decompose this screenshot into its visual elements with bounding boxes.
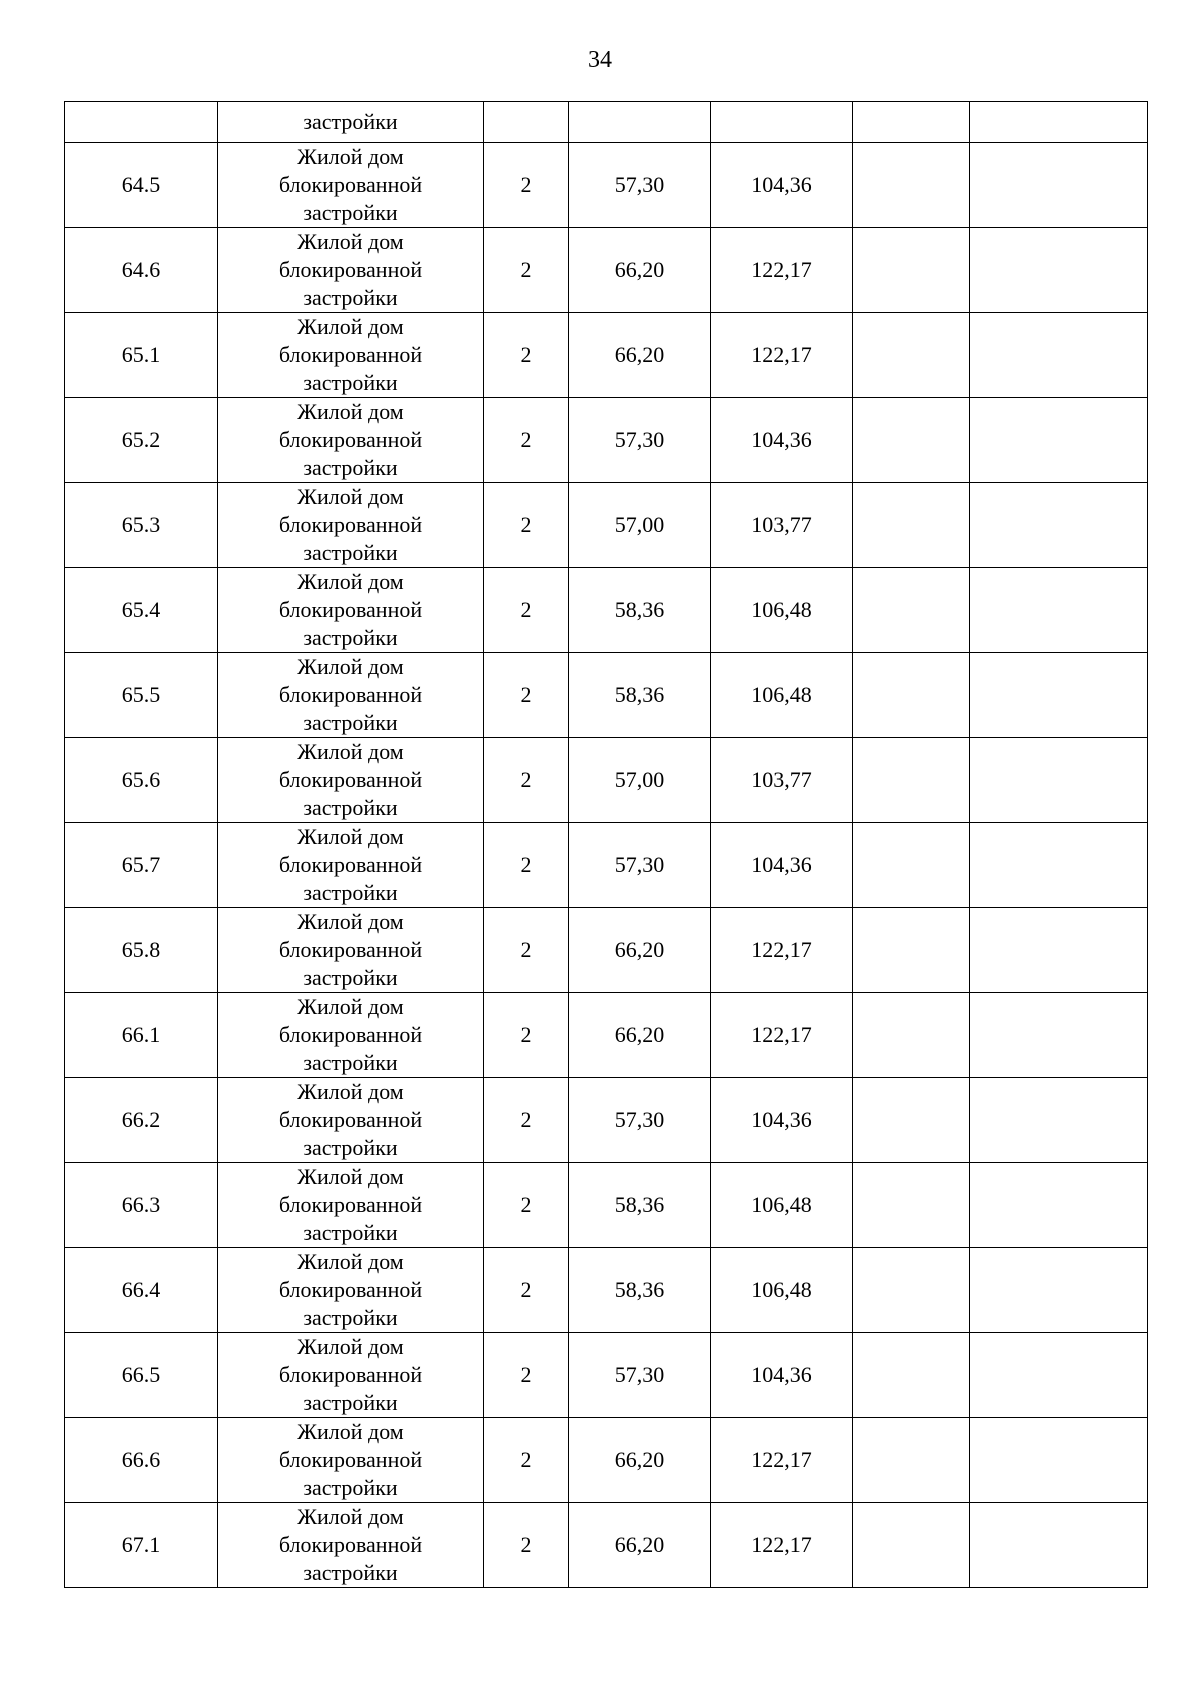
table-row bbox=[65, 1503, 1148, 1588]
cell-name-line: блокированной bbox=[278, 682, 423, 707]
cell-name-line: Жилой дом bbox=[297, 569, 404, 594]
cell-area-2: 122,17 bbox=[711, 228, 853, 313]
cell-number: 64.6 bbox=[65, 228, 218, 313]
cell-area-1: 66,20 bbox=[569, 313, 711, 398]
cell-empty-1 bbox=[853, 1418, 970, 1503]
cell-name-line: блокированной bbox=[278, 1362, 423, 1387]
cell-name-line: Жилой дом bbox=[297, 144, 404, 169]
cell-area-1: 57,00 bbox=[569, 738, 711, 823]
cell-empty-1 bbox=[853, 568, 970, 653]
cell-name bbox=[218, 738, 484, 823]
cell-name-line: блокированной bbox=[278, 1532, 423, 1557]
cell-area-2: 103,77 bbox=[711, 483, 853, 568]
cell-area-2: 106,48 bbox=[711, 1248, 853, 1333]
cell-empty-2 bbox=[970, 908, 1148, 993]
cell-name-line: Жилой дом bbox=[297, 1334, 404, 1359]
cell-number: 66.1 bbox=[65, 993, 218, 1078]
cell-name-line: блокированной bbox=[278, 172, 423, 197]
cell-name-line: Жилой дом bbox=[297, 399, 404, 424]
cell-name-line: Жилой дом bbox=[297, 909, 404, 934]
cell-empty-2 bbox=[970, 1418, 1148, 1503]
cell-floors: 2 bbox=[484, 313, 569, 398]
cell-name: застройки bbox=[218, 102, 484, 143]
cell-name-line: блокированной bbox=[278, 1022, 423, 1047]
cell-floors: 2 bbox=[484, 1248, 569, 1333]
cell-number: 66.3 bbox=[65, 1163, 218, 1248]
cell-empty-1 bbox=[853, 1248, 970, 1333]
cell-number: 65.4 bbox=[65, 568, 218, 653]
cell-empty-2 bbox=[970, 993, 1148, 1078]
cell-empty-1 bbox=[853, 228, 970, 313]
cell-name bbox=[218, 143, 484, 228]
cell-name-line: Жилой дом bbox=[297, 1079, 404, 1104]
cell-area-2: 122,17 bbox=[711, 1418, 853, 1503]
cell-name bbox=[218, 568, 484, 653]
cell-name-line: застройки bbox=[303, 625, 398, 650]
cell-name-line: Жилой дом bbox=[297, 484, 404, 509]
cell-name-line: блокированной bbox=[278, 1107, 423, 1132]
cell-number: 66.2 bbox=[65, 1078, 218, 1163]
cell-name-line: Жилой дом bbox=[297, 654, 404, 679]
cell-number: 67.1 bbox=[65, 1503, 218, 1588]
cell-number: 65.5 bbox=[65, 653, 218, 738]
cell-area-1: 66,20 bbox=[569, 1503, 711, 1588]
cell-empty-1 bbox=[853, 313, 970, 398]
cell-name bbox=[218, 483, 484, 568]
cell-area-1: 66,20 bbox=[569, 908, 711, 993]
cell-floors: 2 bbox=[484, 568, 569, 653]
cell-floors: 2 bbox=[484, 823, 569, 908]
cell-area-1 bbox=[569, 102, 711, 143]
cell-name-line: Жилой дом bbox=[297, 1504, 404, 1529]
cell-name-line: блокированной bbox=[278, 852, 423, 877]
table-row bbox=[65, 568, 1148, 653]
cell-area-1: 66,20 bbox=[569, 993, 711, 1078]
cell-empty-1 bbox=[853, 1503, 970, 1588]
cell-name-line: Жилой дом bbox=[297, 824, 404, 849]
cell-floors: 2 bbox=[484, 483, 569, 568]
cell-name bbox=[218, 993, 484, 1078]
table-row bbox=[65, 1333, 1148, 1418]
cell-empty-1 bbox=[853, 1078, 970, 1163]
cell-area-1: 57,30 bbox=[569, 143, 711, 228]
cell-floors: 2 bbox=[484, 1503, 569, 1588]
cell-number: 66.4 bbox=[65, 1248, 218, 1333]
cell-empty-1 bbox=[853, 653, 970, 738]
cell-floors: 2 bbox=[484, 738, 569, 823]
cell-floors: 2 bbox=[484, 1078, 569, 1163]
cell-floors: 2 bbox=[484, 143, 569, 228]
cell-name-line: застройки bbox=[303, 455, 398, 480]
cell-number: 65.8 bbox=[65, 908, 218, 993]
table-row bbox=[65, 653, 1148, 738]
cell-empty-2 bbox=[970, 568, 1148, 653]
table-row bbox=[65, 1078, 1148, 1163]
cell-empty-2 bbox=[970, 143, 1148, 228]
table-row bbox=[65, 398, 1148, 483]
table-row bbox=[65, 228, 1148, 313]
cell-area-2: 122,17 bbox=[711, 1503, 853, 1588]
cell-empty-2 bbox=[970, 1333, 1148, 1418]
cell-area-1: 57,00 bbox=[569, 483, 711, 568]
table-row bbox=[65, 313, 1148, 398]
page-number: 34 bbox=[588, 47, 612, 73]
cell-empty-1 bbox=[853, 143, 970, 228]
cell-name-line: блокированной bbox=[278, 257, 423, 282]
cell-area-2: 122,17 bbox=[711, 908, 853, 993]
cell-name-line: блокированной bbox=[278, 1447, 423, 1472]
cell-name-line: застройки bbox=[303, 370, 398, 395]
cell-area-1: 57,30 bbox=[569, 1333, 711, 1418]
cell-name-line: Жилой дом bbox=[297, 994, 404, 1019]
cell-name-line: застройки bbox=[303, 710, 398, 735]
cell-empty-1 bbox=[853, 483, 970, 568]
cell-name-line: застройки bbox=[303, 965, 398, 990]
cell-number bbox=[65, 102, 218, 143]
cell-number: 64.5 bbox=[65, 143, 218, 228]
table-row bbox=[65, 908, 1148, 993]
cell-empty-2 bbox=[970, 653, 1148, 738]
cell-area-2: 106,48 bbox=[711, 568, 853, 653]
cell-area-2: 103,77 bbox=[711, 738, 853, 823]
cell-floors: 2 bbox=[484, 1163, 569, 1248]
cell-empty-2 bbox=[970, 102, 1148, 143]
cell-empty-1 bbox=[853, 398, 970, 483]
cell-empty-1 bbox=[853, 102, 970, 143]
cell-name bbox=[218, 908, 484, 993]
cell-number: 65.7 bbox=[65, 823, 218, 908]
table-row bbox=[65, 483, 1148, 568]
cell-empty-2 bbox=[970, 228, 1148, 313]
cell-area-1: 66,20 bbox=[569, 1418, 711, 1503]
cell-name-line: застройки bbox=[303, 1050, 398, 1075]
cell-name-line: блокированной bbox=[278, 937, 423, 962]
cell-floors: 2 bbox=[484, 1333, 569, 1418]
cell-number: 66.6 bbox=[65, 1418, 218, 1503]
cell-empty-1 bbox=[853, 908, 970, 993]
cell-area-2: 104,36 bbox=[711, 823, 853, 908]
cell-name-line: застройки bbox=[303, 1475, 398, 1500]
table-row bbox=[65, 1418, 1148, 1503]
cell-number: 65.1 bbox=[65, 313, 218, 398]
cell-area-2: 122,17 bbox=[711, 993, 853, 1078]
table-row bbox=[65, 993, 1148, 1078]
cell-name-line: застройки bbox=[303, 540, 398, 565]
table-row bbox=[65, 1248, 1148, 1333]
table-row bbox=[65, 823, 1148, 908]
table-body bbox=[65, 102, 1148, 1588]
cell-empty-2 bbox=[970, 738, 1148, 823]
cell-area-1: 58,36 bbox=[569, 568, 711, 653]
cell-number: 65.6 bbox=[65, 738, 218, 823]
cell-empty-1 bbox=[853, 1163, 970, 1248]
buildings-table bbox=[64, 101, 1148, 1588]
cell-name-line: застройки bbox=[303, 1220, 398, 1245]
cell-name-line: Жилой дом bbox=[297, 1419, 404, 1444]
cell-name bbox=[218, 653, 484, 738]
cell-name bbox=[218, 1248, 484, 1333]
cell-name-line: блокированной bbox=[278, 427, 423, 452]
cell-floors: 2 bbox=[484, 398, 569, 483]
cell-area-1: 57,30 bbox=[569, 1078, 711, 1163]
cell-name-line: застройки bbox=[303, 285, 398, 310]
cell-area-1: 58,36 bbox=[569, 1163, 711, 1248]
cell-empty-2 bbox=[970, 398, 1148, 483]
cell-floors bbox=[484, 102, 569, 143]
table-row bbox=[65, 738, 1148, 823]
cell-name-line: застройки bbox=[303, 795, 398, 820]
cell-empty-2 bbox=[970, 313, 1148, 398]
cell-name bbox=[218, 1418, 484, 1503]
cell-name-line: блокированной bbox=[278, 1192, 423, 1217]
cell-name-line: Жилой дом bbox=[297, 229, 404, 254]
cell-empty-2 bbox=[970, 823, 1148, 908]
cell-empty-2 bbox=[970, 1503, 1148, 1588]
cell-name bbox=[218, 1503, 484, 1588]
cell-area-2: 104,36 bbox=[711, 1078, 853, 1163]
cell-name bbox=[218, 398, 484, 483]
cell-floors: 2 bbox=[484, 993, 569, 1078]
cell-floors: 2 bbox=[484, 653, 569, 738]
table-row-continuation bbox=[65, 102, 1148, 143]
cell-floors: 2 bbox=[484, 908, 569, 993]
cell-name-line: блокированной bbox=[278, 597, 423, 622]
table-row bbox=[65, 143, 1148, 228]
cell-area-2 bbox=[711, 102, 853, 143]
cell-area-1: 58,36 bbox=[569, 653, 711, 738]
cell-number: 65.3 bbox=[65, 483, 218, 568]
cell-empty-2 bbox=[970, 483, 1148, 568]
cell-name-line: застройки bbox=[303, 1135, 398, 1160]
cell-empty-2 bbox=[970, 1248, 1148, 1333]
cell-area-2: 106,48 bbox=[711, 1163, 853, 1248]
cell-name-line: Жилой дом bbox=[297, 739, 404, 764]
cell-empty-2 bbox=[970, 1078, 1148, 1163]
cell-name-line: застройки bbox=[303, 1390, 398, 1415]
cell-number: 66.5 bbox=[65, 1333, 218, 1418]
cell-name-line: Жилой дом bbox=[297, 1164, 404, 1189]
cell-name bbox=[218, 228, 484, 313]
cell-area-2: 104,36 bbox=[711, 143, 853, 228]
cell-name-line: застройки bbox=[303, 200, 398, 225]
cell-empty-1 bbox=[853, 823, 970, 908]
cell-area-2: 106,48 bbox=[711, 653, 853, 738]
cell-empty-2 bbox=[970, 1163, 1148, 1248]
cell-area-1: 58,36 bbox=[569, 1248, 711, 1333]
cell-name-line: блокированной bbox=[278, 1277, 423, 1302]
cell-name bbox=[218, 1333, 484, 1418]
table-row bbox=[65, 1163, 1148, 1248]
cell-empty-1 bbox=[853, 1333, 970, 1418]
cell-name bbox=[218, 1078, 484, 1163]
cell-name-line: блокированной bbox=[278, 512, 423, 537]
cell-name-line: застройки bbox=[303, 1560, 398, 1585]
cell-floors: 2 bbox=[484, 228, 569, 313]
cell-name-line: застройки bbox=[303, 1305, 398, 1330]
cell-name-line: блокированной bbox=[278, 342, 423, 367]
cell-area-2: 122,17 bbox=[711, 313, 853, 398]
cell-empty-1 bbox=[853, 738, 970, 823]
cell-name-line: блокированной bbox=[278, 767, 423, 792]
cell-name bbox=[218, 313, 484, 398]
cell-name-line: Жилой дом bbox=[297, 314, 404, 339]
cell-area-1: 57,30 bbox=[569, 398, 711, 483]
cell-area-1: 57,30 bbox=[569, 823, 711, 908]
cell-area-2: 104,36 bbox=[711, 398, 853, 483]
cell-area-2: 104,36 bbox=[711, 1333, 853, 1418]
cell-empty-1 bbox=[853, 993, 970, 1078]
cell-floors: 2 bbox=[484, 1418, 569, 1503]
cell-name bbox=[218, 823, 484, 908]
cell-name-line: Жилой дом bbox=[297, 1249, 404, 1274]
cell-number: 65.2 bbox=[65, 398, 218, 483]
cell-name-line: застройки bbox=[303, 880, 398, 905]
cell-area-1: 66,20 bbox=[569, 228, 711, 313]
cell-name bbox=[218, 1163, 484, 1248]
